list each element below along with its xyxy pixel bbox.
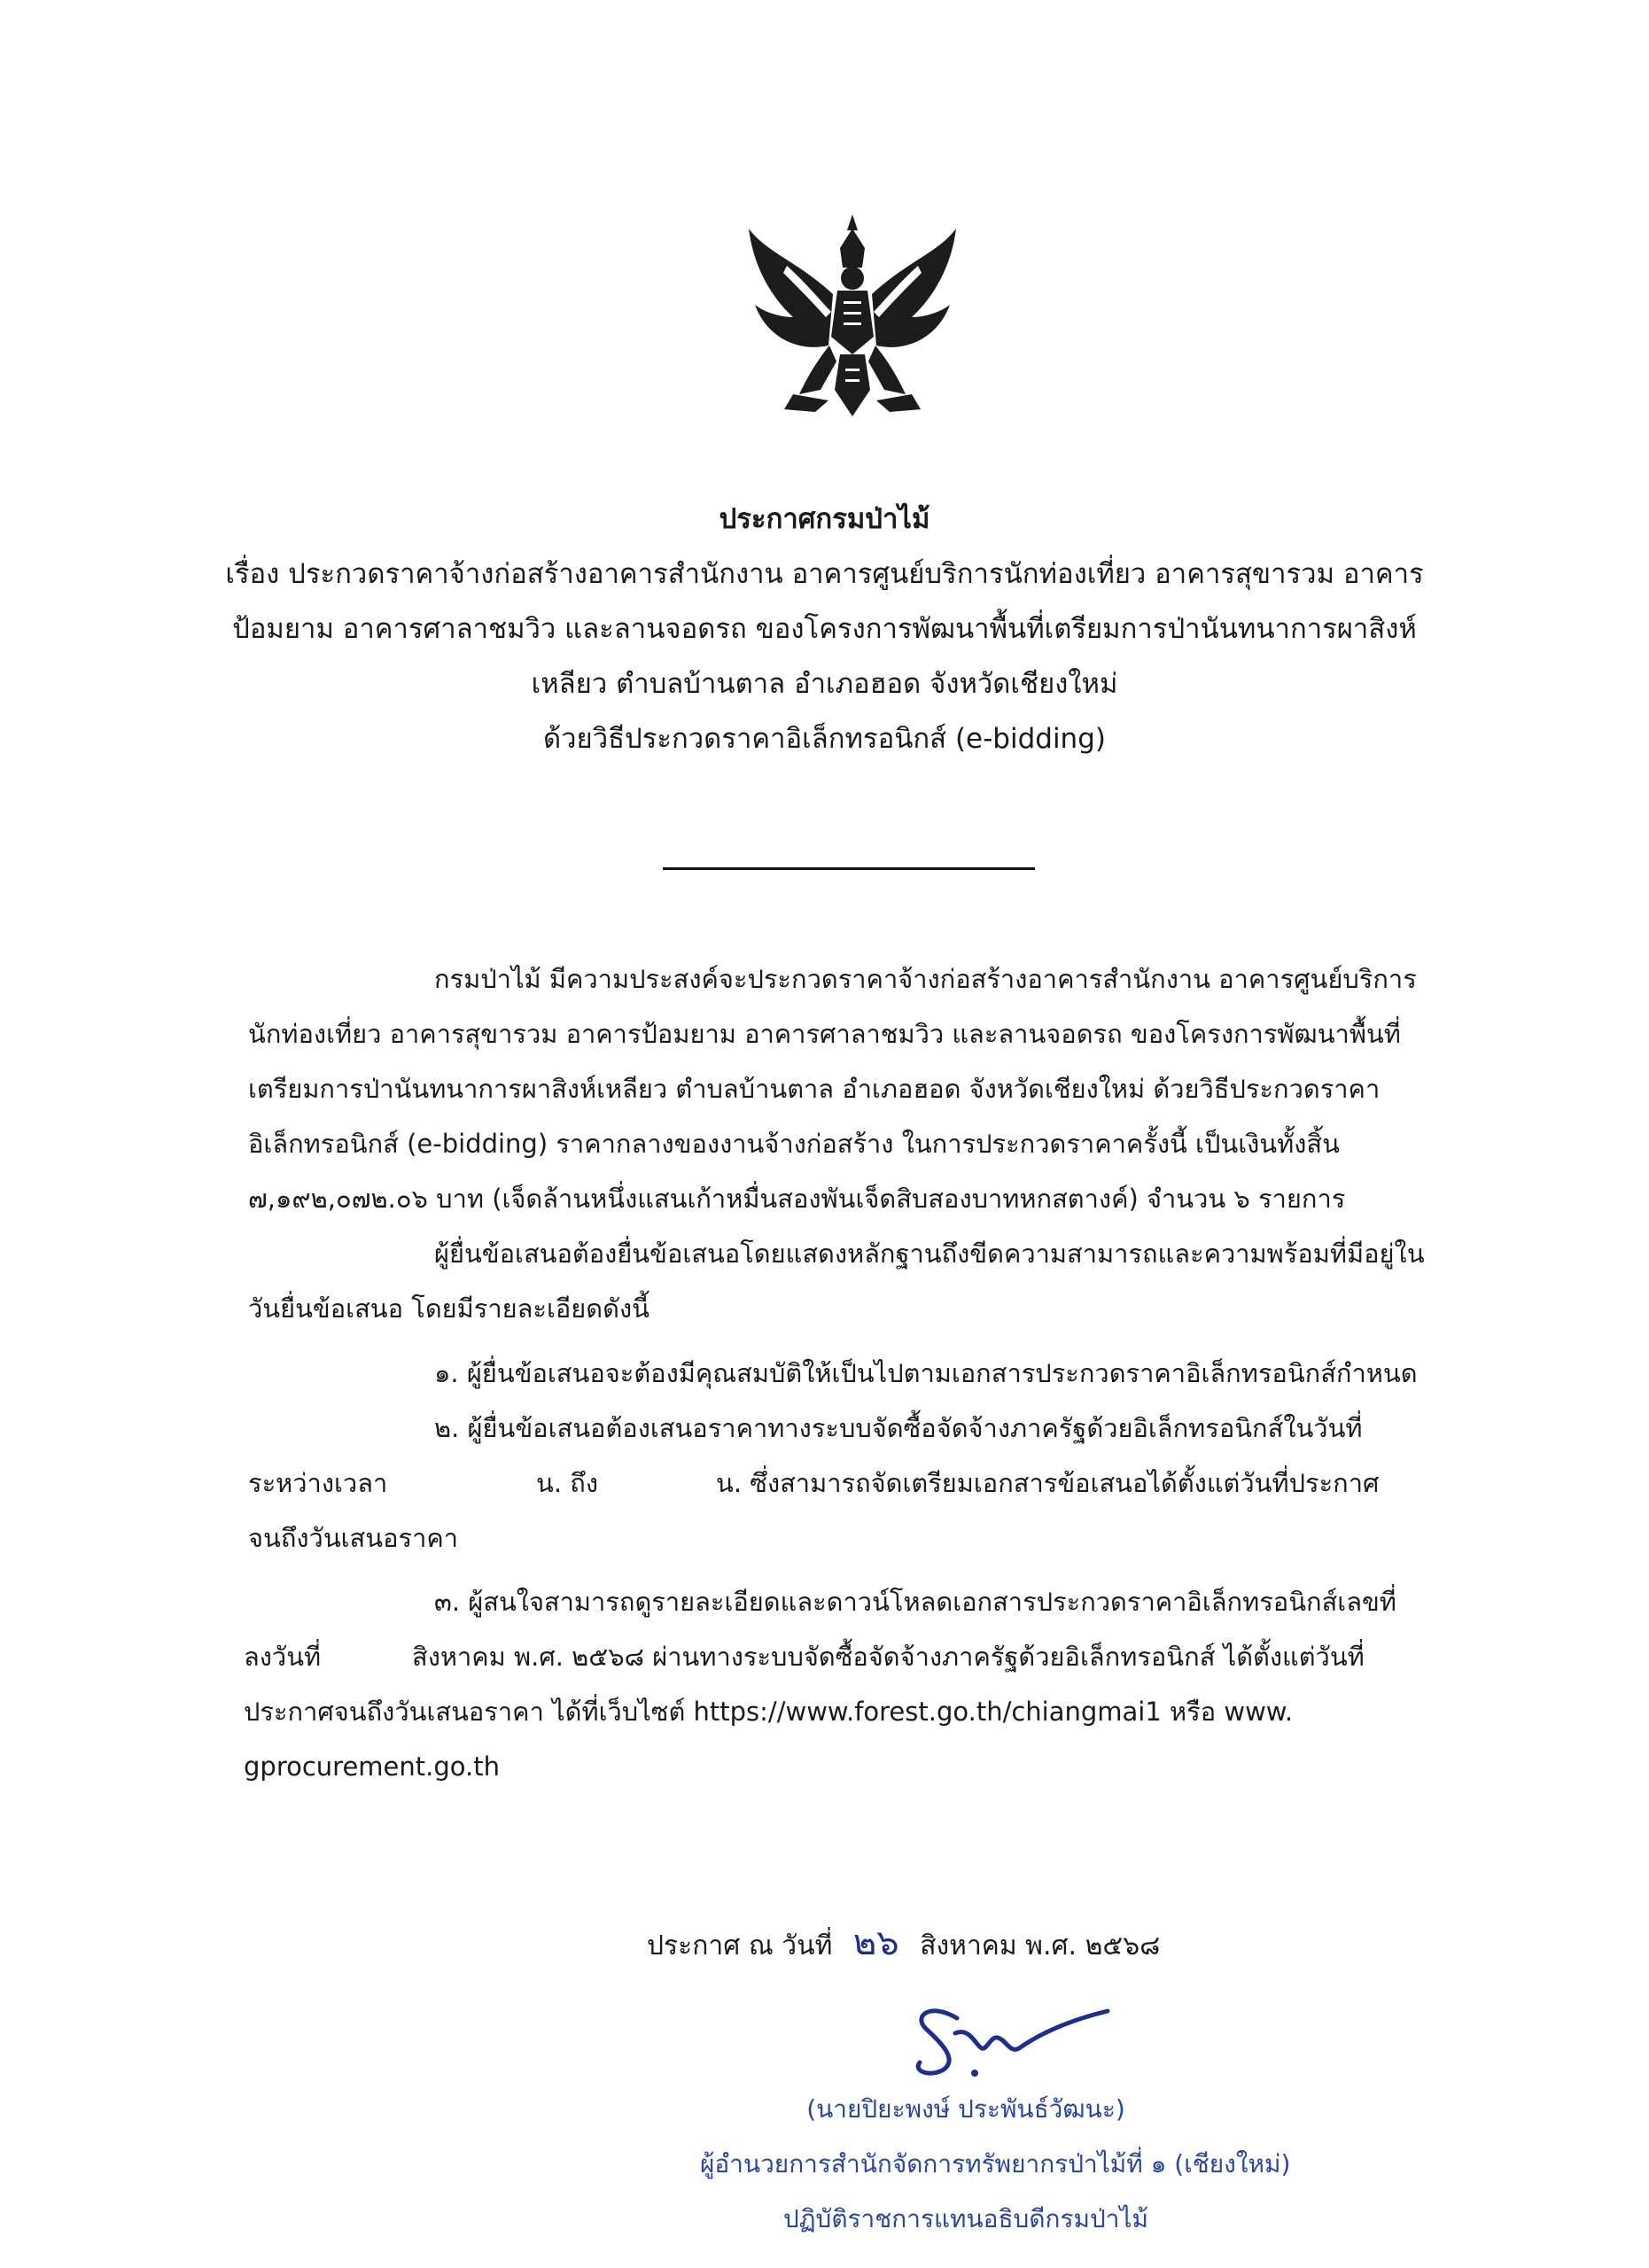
item-2-line-2-rest: น. ซึ่งสามารถจัดเตรียมเอกสารข้อเสนอได้ตั้งแต่วันที่ประกาศ — [716, 1468, 1380, 1498]
handwritten-signature — [895, 1993, 1116, 2082]
item-3-line-1: ๓. ผู้สนใจสามารถดูรายละเอียดและดาวน์โหลดเอกสารประกวดราคาอิเล็กทรอนิกส์เลขที่ — [434, 1587, 1396, 1617]
announcement-header — [222, 492, 1427, 766]
signatory-acting: ปฏิบัติราชการแทนอธิบดีกรมป่าไม้ — [782, 2204, 1148, 2233]
item-2-time-from-label: ระหว่างเวลา — [248, 1468, 388, 1498]
signatory-position: ผู้อำนวยการสำนักจัดการทรัพยากรป่าไม้ที่ ๑ (เชียงใหม่) — [700, 2149, 1291, 2179]
paragraph-1-line-4: อิเล็กทรอนิกส์ (e-bidding) ราคากลางของงานจ้างก่อสร้าง ในการประกวดราคาครั้งนี้ เป็นเงินทั้งสิ้น — [248, 1129, 1340, 1159]
item-2-line-1: ๒. ผู้ยื่นข้อเสนอต้องเสนอราคาทางระบบจัดซื้อจัดจ้างภาครัฐด้วยอิเล็กทรอนิกส์ในวันที่ — [434, 1413, 1363, 1443]
paragraph-2-line-1: ผู้ยื่นข้อเสนอต้องยื่นข้อเสนอโดยแสดงหลักฐานถึงขีดความสามารถและความพร้อมที่มีอยู่ใน — [434, 1239, 1425, 1269]
item-2-line-3: จนถึงวันเสนอราคา — [248, 1523, 459, 1553]
announcement-date — [647, 1914, 1160, 1970]
subject-line-3: เหลียว ตำบลบ้านตาล อำเภอฮอด จังหวัดเชียงใหม่ — [531, 668, 1118, 700]
subject-line-2: ป้อมยาม อาคารศาลาชมวิว และลานจอดรถ ของโครงการพัฒนาพื้นที่เตรียมการป่านันทนาการผาสิงห์ — [232, 613, 1417, 645]
item-1: ๑. ผู้ยื่นข้อเสนอจะต้องมีคุณสมบัติให้เป็นไปตามเอกสารประกวดราคาอิเล็กทรอนิกส์กำหนด — [434, 1358, 1418, 1388]
item-3-line-3: ประกาศจนถึงวันเสนอราคา ได้ที่เว็บไซต์ https://www.forest.go.th/chiangmai1 หรือ www. — [244, 1697, 1294, 1727]
subject-line-4: ด้วยวิธีประกวดราคาอิเล็กทรอนิกส์ (e-bidding) — [543, 723, 1106, 755]
item-3-line-2-rest: สิงหาคม พ.ศ. ๒๕๖๘ ผ่านทางระบบจัดซื้อจัดจ้างภาครัฐด้วยอิเล็กทรอนิกส์ ได้ตั้งแต่วันที่ — [412, 1642, 1365, 1672]
date-day-handwritten: ๒๖ — [852, 1922, 899, 1963]
announcement-title: ประกาศกรมป่าไม้ — [719, 503, 930, 535]
title-divider — [663, 867, 1035, 870]
paragraph-1-line-1: กรมป่าไม้ มีความประสงค์จะประกวดราคาจ้างก่อสร้างอาคารสำนักงาน อาคารศูนย์บริการ — [434, 964, 1417, 994]
paragraph-1-line-2: นักท่องเที่ยว อาคารสุขารวม อาคารป้อมยาม อาคารศาลาชมวิว และลานจอดรถ ของโครงการพัฒนาพื้นที่ — [248, 1019, 1401, 1049]
subject-line-1: เรื่อง ประกวดราคาจ้างก่อสร้างอาคารสำนักงาน อาคารศูนย์บริการนักท่องเที่ยว อาคารสุขารวม อาคาร — [225, 558, 1424, 590]
item-3-line-4: gprocurement.go.th — [244, 1751, 500, 1782]
item-2-time-to-label: น. ถึง — [536, 1468, 598, 1498]
paragraph-1-line-5: ๗,๑๙๒,๐๗๒.๐๖ บาท (เจ็ดล้านหนึ่งแสนเก้าหมื่นสองพันเจ็ดสิบสองบาทหกสตางค์) จำนวน ๖ รายการ — [248, 1184, 1346, 1214]
item-3-date-label: ลงวันที่ — [244, 1642, 322, 1672]
date-prefix: ประกาศ ณ วันที่ — [647, 1930, 833, 1961]
signatory-name: (นายปิยะพงษ์ ประพันธ์วัฒนะ) — [806, 2094, 1125, 2124]
garuda-emblem-icon — [744, 213, 961, 421]
signatory-block — [700, 2082, 1291, 2247]
paragraph-1-line-3: เตรียมการป่านันทนาการผาสิงห์เหลียว ตำบลบ้านตาล อำเภอฮอด จังหวัดเชียงใหม่ ด้วยวิธีประกวดราคา — [248, 1074, 1381, 1104]
date-month-year: สิงหาคม พ.ศ. ๒๕๖๘ — [920, 1930, 1161, 1961]
paragraph-2-line-2: วันยื่นข้อเสนอ โดยมีรายละเอียดดังนี้ — [248, 1293, 649, 1324]
